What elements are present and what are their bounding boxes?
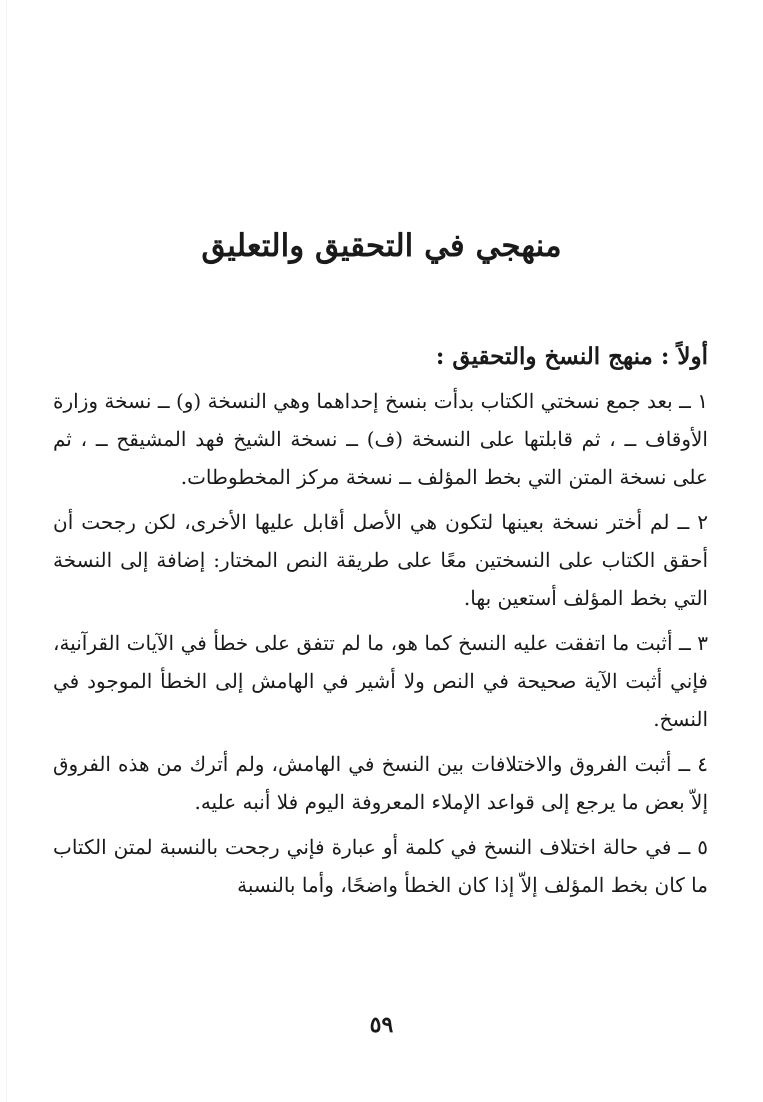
section-heading: أولاً : منهج النسخ والتحقيق :	[435, 343, 708, 370]
paragraph-3: ٣ ــ أثبت ما اتفقت عليه النسخ كما هو، ما لم تتفق على خطأ في الآيات القرآنية، فإني أثبت الآية صحيحة في النص ولا أشير في الهامش إلى الخطأ الموجود في النسخ.	[53, 631, 708, 731]
page-number: ٥٩	[369, 1012, 394, 1038]
paragraph-5: ٥ ــ في حالة اختلاف النسخ في كلمة أو عبارة فإني رجحت بالنسبة لمتن الكتاب ما كان بخط المؤلف إلاّ إذا كان الخطأ واضحًا، وأما بالنسبة	[53, 835, 708, 897]
page-edge-line	[6, 0, 7, 1102]
paragraph-1: ١ ــ بعد جمع نسختي الكتاب بدأت بنسخ إحداهما وهي النسخة (و) ــ نسخة وزارة الأوقاف ــ ، ثم قابلتها على النسخة (ف) ــ نسخة الشيخ فهد المشيقح ــ ، ثم على نسخة المتن التي بخط المؤلف ــ نسخة مركز المخطوطات.	[53, 389, 708, 489]
paragraph-4: ٤ ــ أثبت الفروق والاختلافات بين النسخ في الهامش، ولم أترك من هذه الفروق إلاّ بعض ما يرجع إلى قواعد الإملاء المعروفة اليوم فلا أنبه عليه.	[53, 752, 709, 814]
page-body	[53, 336, 708, 911]
page-title: منهجي في التحقيق والتعليق	[201, 228, 562, 264]
paragraph-2: ٢ ــ لم أختر نسخة بعينها لتكون هي الأصل أقابل عليها الأخرى، لكن رجحت أن أحقق الكتاب على النسختين معًا على طريقة النص المختار: إضافة إلى النسخة التي بخط المؤلف أستعين بها.	[53, 510, 708, 610]
